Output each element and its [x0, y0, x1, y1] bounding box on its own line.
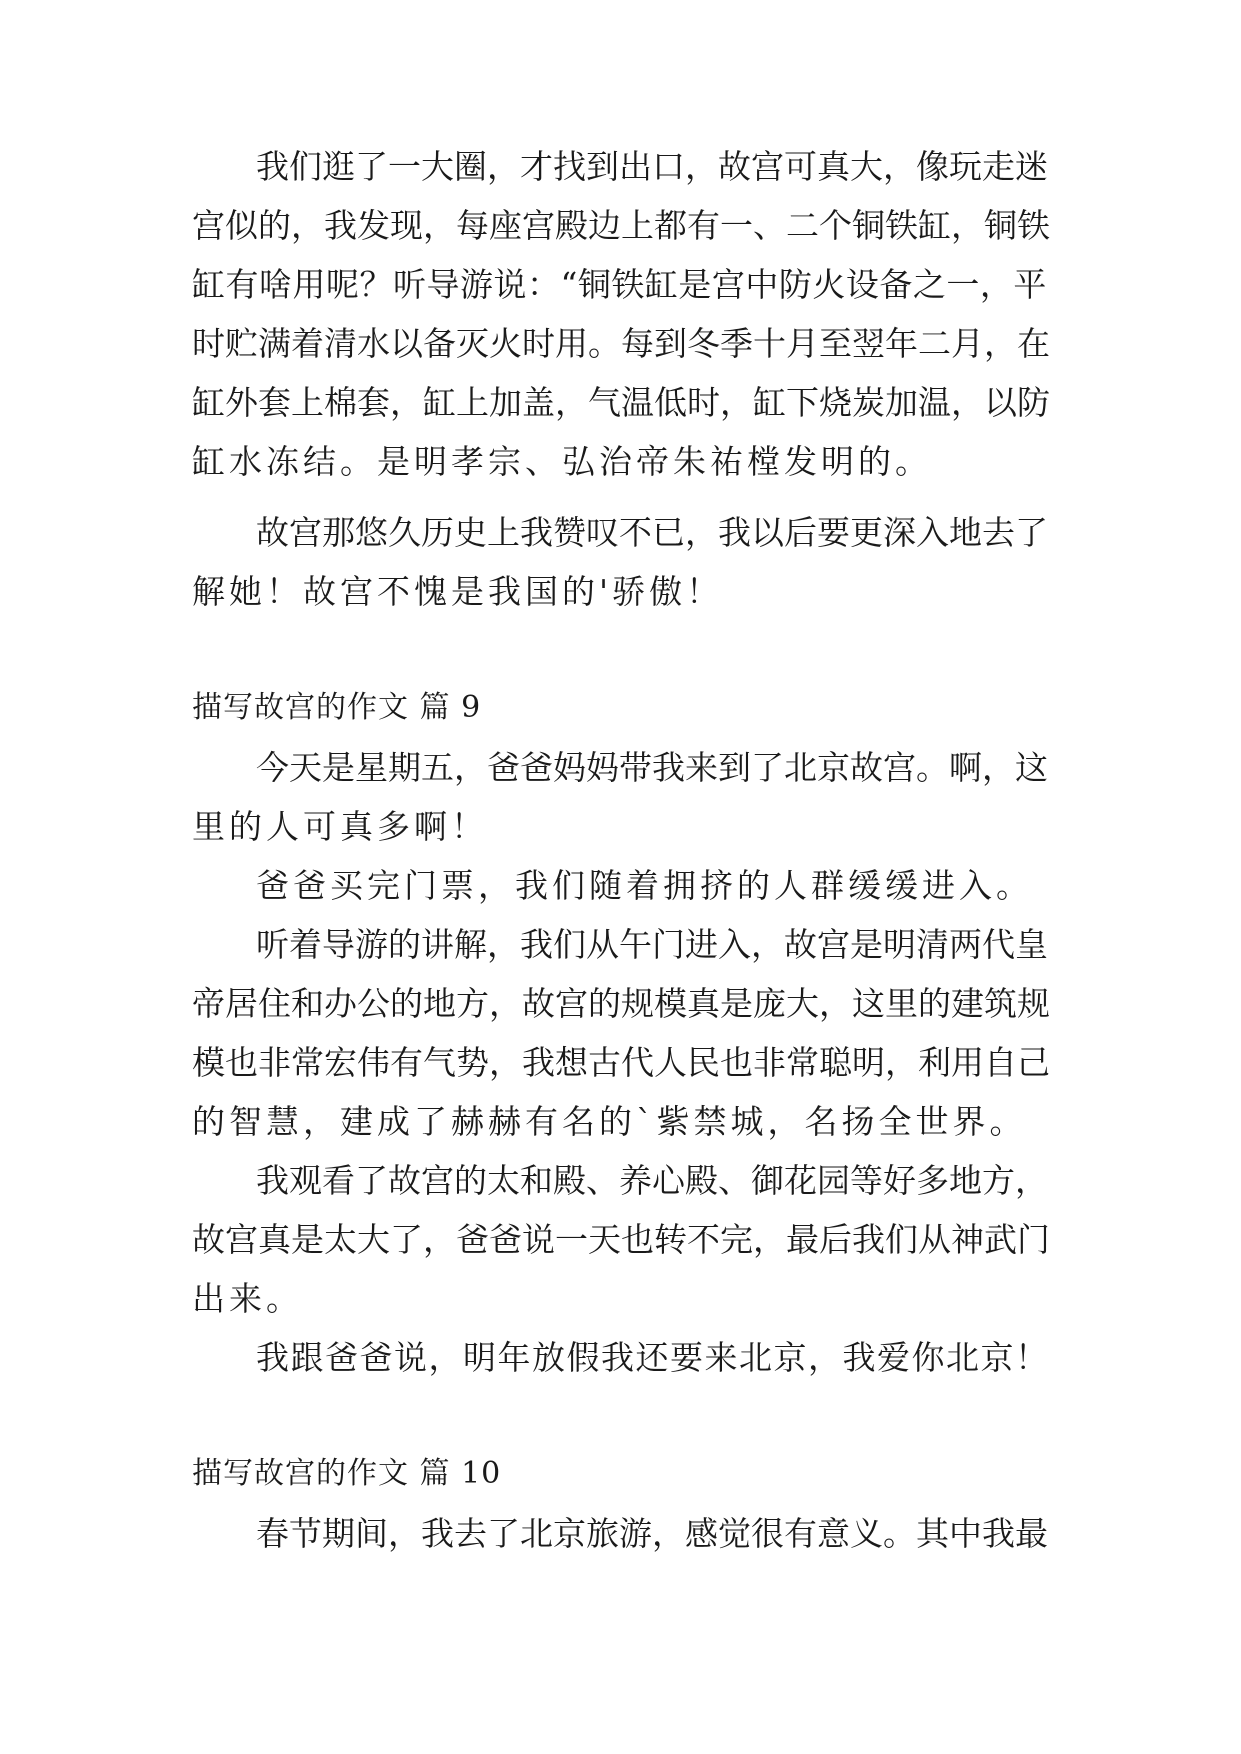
paragraph-line: 故宫真是太大了，爸爸说一天也转不完，最后我们从神武门 [192, 1220, 1050, 1259]
paragraph-line: 里的人可真多啊！ [192, 807, 488, 846]
paragraph-line: 我们逛了一大圈，才找到出口，故宫可真大，像玩走迷 [256, 147, 1048, 186]
paragraph-line: 帝居住和办公的地方，故宫的规模真是庞大，这里的建筑规 [192, 984, 1050, 1023]
section-heading: 描写故宫的作文 篇 9 [192, 690, 482, 725]
paragraph-line: 的智慧，建成了赫赫有名的`紫禁城，名扬全世界。 [192, 1102, 1027, 1141]
paragraph-line: 缸水冻结。是明孝宗、弘治帝朱祐樘发明的。 [192, 442, 932, 481]
paragraph-line: 缸有啥用呢？听导游说：“铜铁缸是宫中防火设备之一，平 [192, 265, 1047, 304]
paragraph-line: 时贮满着清水以备灭火时用。每到冬季十月至翌年二月，在 [192, 324, 1050, 363]
paragraph-line: 故宫那悠久历史上我赞叹不已，我以后要更深入地去了 [256, 513, 1048, 552]
section-heading: 描写故宫的作文 篇 10 [192, 1456, 502, 1491]
paragraph-line: 模也非常宏伟有气势，我想古代人民也非常聪明，利用自己 [192, 1043, 1050, 1082]
paragraph-line: 缸外套上棉套，缸上加盖，气温低时，缸下烧炭加温，以防 [192, 383, 1050, 422]
paragraph-line: 解她！故宫不愧是我国的'骄傲！ [192, 572, 724, 611]
paragraph-line: 听着导游的讲解，我们从午门进入，故宫是明清两代皇 [256, 925, 1048, 964]
paragraph-line: 我观看了故宫的太和殿、养心殿、御花园等好多地方， [256, 1161, 1048, 1200]
paragraph-line: 宫似的，我发现，每座宫殿边上都有一、二个铜铁缸，铜铁 [192, 206, 1050, 245]
paragraph-line: 今天是星期五，爸爸妈妈带我来到了北京故宫。啊，这 [256, 748, 1048, 787]
paragraph-line: 我跟爸爸说，明年放假我还要来北京，我爱你北京！ [256, 1338, 1050, 1377]
paragraph-line: 爸爸买完门票，我们随着拥挤的人群缓缓进入。 [256, 866, 1033, 905]
paragraph-line: 春节期间，我去了北京旅游，感觉很有意义。其中我最 [256, 1514, 1048, 1553]
paragraph-line: 出来。 [192, 1279, 303, 1318]
